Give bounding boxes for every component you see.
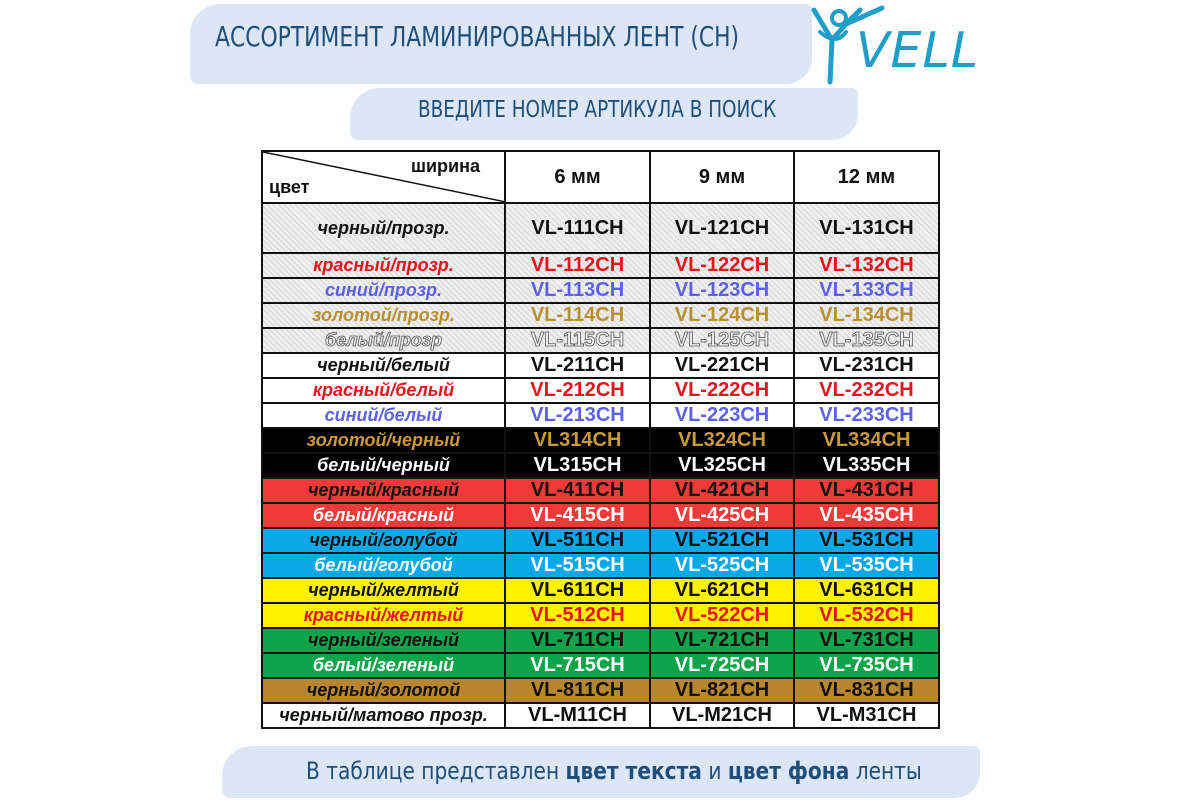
article-code: VL335CH bbox=[794, 453, 939, 478]
article-code: VL-535CH bbox=[794, 553, 939, 578]
article-code: VL-113CH bbox=[505, 278, 650, 303]
corner-color-label: цвет bbox=[269, 177, 310, 197]
article-code: VL-133CH bbox=[794, 278, 939, 303]
tape-color-name: черный/прозр. bbox=[262, 203, 505, 253]
article-code: VL-233CH bbox=[794, 403, 939, 428]
table-row bbox=[262, 253, 939, 278]
table-row bbox=[262, 503, 939, 528]
tape-color-name: черный/белый bbox=[262, 353, 505, 378]
table-row bbox=[262, 303, 939, 328]
article-code: VL-M11CH bbox=[505, 703, 650, 728]
article-code: VL-731CH bbox=[794, 628, 939, 653]
table-row bbox=[262, 553, 939, 578]
article-code: VL-111CH bbox=[505, 203, 650, 253]
table-row bbox=[262, 328, 939, 353]
article-code: VL-811CH bbox=[505, 678, 650, 703]
table-row bbox=[262, 578, 939, 603]
article-code: VL-715CH bbox=[505, 653, 650, 678]
column-header-9mm: 9 мм bbox=[650, 151, 794, 203]
article-code: VL315CH bbox=[505, 453, 650, 478]
article-code: VL-221CH bbox=[650, 353, 794, 378]
article-code: VL-134CH bbox=[794, 303, 939, 328]
logo-text: VELL bbox=[856, 22, 980, 79]
table-row bbox=[262, 378, 939, 403]
article-code: VL-M21CH bbox=[650, 703, 794, 728]
article-code: VL-415CH bbox=[505, 503, 650, 528]
article-code: VL-522CH bbox=[650, 603, 794, 628]
article-code: VL-115CH bbox=[505, 328, 650, 353]
footer-text-2: и bbox=[701, 757, 728, 785]
article-code: VL-831CH bbox=[794, 678, 939, 703]
tape-color-name: черный/голубой bbox=[262, 528, 505, 553]
article-code: VL-421CH bbox=[650, 478, 794, 503]
article-code: VL-231CH bbox=[794, 353, 939, 378]
article-code: VL-213CH bbox=[505, 403, 650, 428]
article-code: VL-114CH bbox=[505, 303, 650, 328]
tape-color-name: черный/зеленый bbox=[262, 628, 505, 653]
page-title: АССОРТИМЕНТ ЛАМИНИРОВАННЫХ ЛЕНТ (CH) bbox=[215, 20, 740, 53]
article-code: VL-425CH bbox=[650, 503, 794, 528]
article-code: VL314CH bbox=[505, 428, 650, 453]
article-code: VL-735CH bbox=[794, 653, 939, 678]
article-code: VL-611CH bbox=[505, 578, 650, 603]
article-code: VL-112CH bbox=[505, 253, 650, 278]
tape-color-name: черный/красный bbox=[262, 478, 505, 503]
table-row bbox=[262, 528, 939, 553]
article-code: VL-411CH bbox=[505, 478, 650, 503]
column-header-12mm: 12 мм bbox=[794, 151, 939, 203]
article-code: VL-515CH bbox=[505, 553, 650, 578]
table-row bbox=[262, 478, 939, 503]
tape-color-name: белый/черный bbox=[262, 453, 505, 478]
tape-color-name: белый/красный bbox=[262, 503, 505, 528]
table-row bbox=[262, 678, 939, 703]
article-code: VL324CH bbox=[650, 428, 794, 453]
tape-color-name: черный/желтый bbox=[262, 578, 505, 603]
tape-color-name: красный/белый bbox=[262, 378, 505, 403]
tape-color-name: белый/прозр bbox=[262, 328, 505, 353]
article-code: VL-521CH bbox=[650, 528, 794, 553]
tape-color-name: красный/прозр. bbox=[262, 253, 505, 278]
table-row bbox=[262, 628, 939, 653]
article-code: VL-132CH bbox=[794, 253, 939, 278]
article-code: VL-431CH bbox=[794, 478, 939, 503]
tape-color-name: синий/прозр. bbox=[262, 278, 505, 303]
footer-text-1: В таблице представлен bbox=[306, 757, 566, 785]
tape-color-name: белый/голубой bbox=[262, 553, 505, 578]
table-row bbox=[262, 453, 939, 478]
article-code: VL-621CH bbox=[650, 578, 794, 603]
article-code: VL-711CH bbox=[505, 628, 650, 653]
article-code: VL-212CH bbox=[505, 378, 650, 403]
article-code: VL334CH bbox=[794, 428, 939, 453]
article-code: VL-511CH bbox=[505, 528, 650, 553]
table-row bbox=[262, 703, 939, 728]
article-code: VL-222CH bbox=[650, 378, 794, 403]
article-code: VL-725CH bbox=[650, 653, 794, 678]
article-code: VL-512CH bbox=[505, 603, 650, 628]
tape-color-name: черный/матово прозр. bbox=[262, 703, 505, 728]
article-code: VL325CH bbox=[650, 453, 794, 478]
table-row bbox=[262, 353, 939, 378]
footer-note bbox=[306, 757, 922, 785]
table-row bbox=[262, 278, 939, 303]
article-code: VL-211CH bbox=[505, 353, 650, 378]
footer-text-3: ленты bbox=[849, 757, 922, 785]
article-code: VL-232CH bbox=[794, 378, 939, 403]
column-header-6mm: 6 мм bbox=[505, 151, 650, 203]
tape-color-name: черный/золотой bbox=[262, 678, 505, 703]
tape-color-name: золотой/черный bbox=[262, 428, 505, 453]
article-code: VL-525CH bbox=[650, 553, 794, 578]
article-code: VL-821CH bbox=[650, 678, 794, 703]
table-row bbox=[262, 603, 939, 628]
table-row bbox=[262, 653, 939, 678]
article-code: VL-124CH bbox=[650, 303, 794, 328]
tape-color-name: синий/белый bbox=[262, 403, 505, 428]
article-code: VL-435CH bbox=[794, 503, 939, 528]
tape-color-name: белый/зеленый bbox=[262, 653, 505, 678]
corner-width-label: ширина bbox=[410, 156, 480, 176]
table-row bbox=[262, 428, 939, 453]
article-code: VL-123CH bbox=[650, 278, 794, 303]
corner-cell bbox=[262, 151, 505, 203]
table-header-row bbox=[262, 151, 939, 203]
article-code: VL-631CH bbox=[794, 578, 939, 603]
article-code: VL-121CH bbox=[650, 203, 794, 253]
page-subtitle: ВВЕДИТЕ НОМЕР АРТИКУЛА В ПОИСК bbox=[418, 97, 777, 123]
tape-color-name: золотой/прозр. bbox=[262, 303, 505, 328]
tape-color-name: красный/желтый bbox=[262, 603, 505, 628]
table-row bbox=[262, 203, 939, 253]
article-code: VL-122CH bbox=[650, 253, 794, 278]
table-row bbox=[262, 403, 939, 428]
article-code: VL-721CH bbox=[650, 628, 794, 653]
article-code: VL-532CH bbox=[794, 603, 939, 628]
footer-bold-bg-color: цвет фона bbox=[727, 757, 850, 785]
article-code: VL-223CH bbox=[650, 403, 794, 428]
tape-table bbox=[261, 150, 940, 729]
article-code: VL-M31CH bbox=[794, 703, 939, 728]
footer-bold-text-color: цвет текста bbox=[565, 757, 702, 785]
article-code: VL-125CH bbox=[650, 328, 794, 353]
article-code: VL-531CH bbox=[794, 528, 939, 553]
article-code: VL-131CH bbox=[794, 203, 939, 253]
article-code: VL-135CH bbox=[794, 328, 939, 353]
